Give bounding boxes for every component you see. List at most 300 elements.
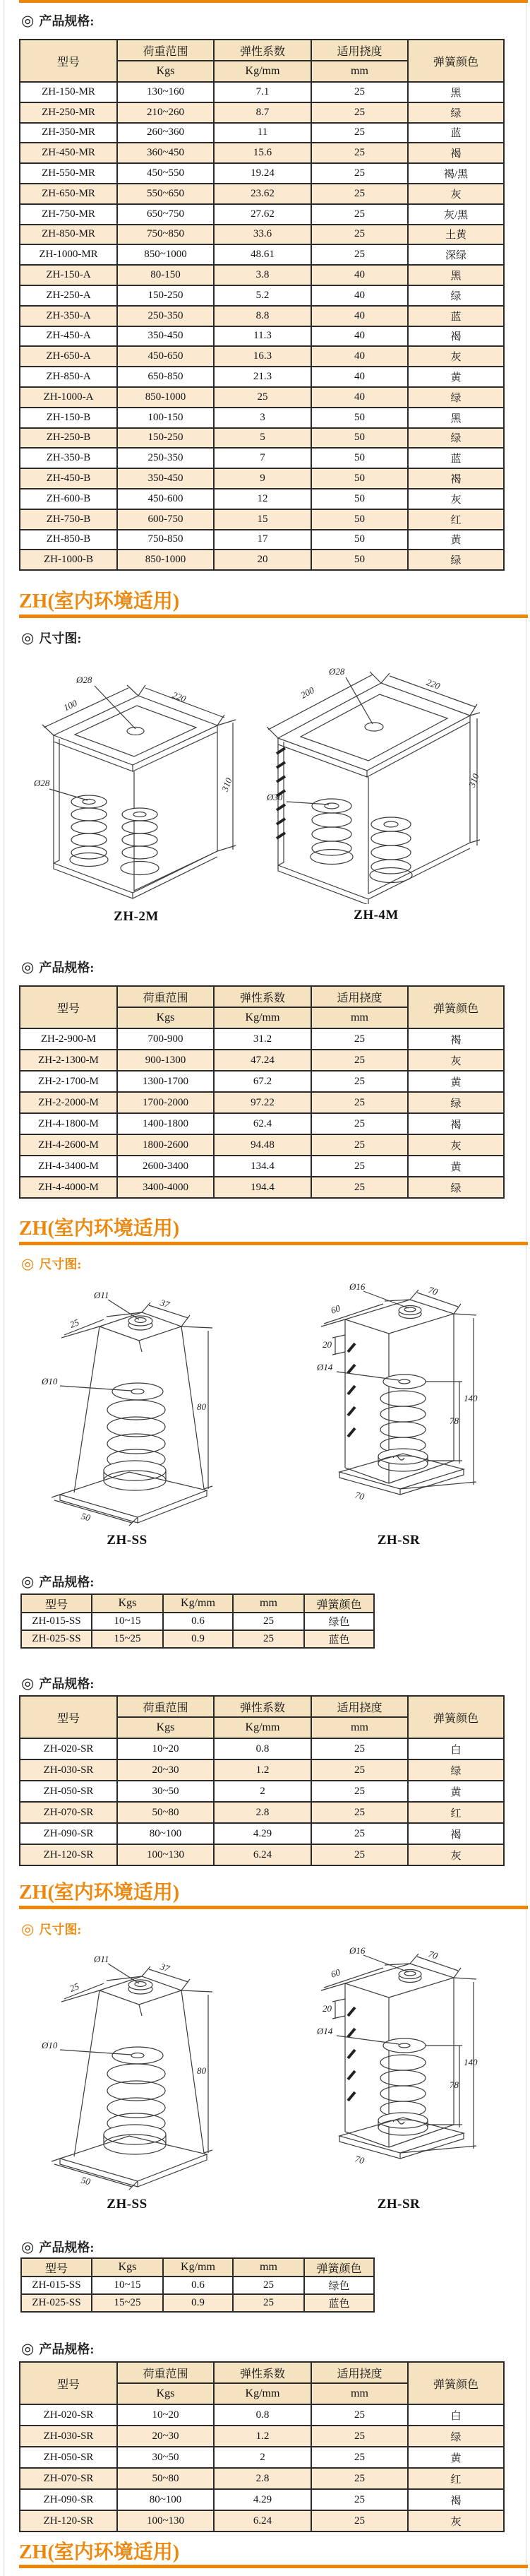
table-cell: 7.1 xyxy=(214,82,311,102)
table-cell: ZH-120-SR xyxy=(20,1844,117,1865)
table-row xyxy=(20,1738,504,1759)
table-cell: 450-600 xyxy=(117,489,214,509)
table-cell: 7 xyxy=(214,448,311,468)
table-cell: 25 xyxy=(311,1092,408,1113)
table-cell: 50 xyxy=(311,509,408,530)
col-load-unit: Kgs xyxy=(92,1594,163,1613)
table-cell: 蓝 xyxy=(408,306,504,326)
dim-label: Ø28 xyxy=(34,778,50,788)
table-cell: 40 xyxy=(311,326,408,347)
table-header-row xyxy=(20,1696,504,1717)
table-header-row xyxy=(20,2362,504,2383)
table-cell: 红 xyxy=(408,1802,504,1823)
table-cell: 5 xyxy=(214,428,311,449)
table-cell: ZH-070-SR xyxy=(20,2468,117,2489)
table-row xyxy=(20,509,504,530)
table-cell: 0.9 xyxy=(163,2294,233,2312)
table-row xyxy=(20,2489,504,2510)
table-cell: 蓝色 xyxy=(304,1630,374,1648)
dim-label: 60 xyxy=(329,1966,342,1980)
col-load-range: 荷重范围 xyxy=(117,1696,214,1717)
spec-heading-text: 产品规格: xyxy=(39,1677,95,1691)
table-cell: 80-150 xyxy=(117,265,214,285)
table-cell: 15.6 xyxy=(214,143,311,163)
col-spring-color: 弹簧颜色 xyxy=(408,2362,504,2404)
table-cell: ZH-015-SS xyxy=(21,2277,92,2294)
table-cell: 褐 xyxy=(408,2489,504,2510)
table-cell: 25 xyxy=(311,1823,408,1844)
table-cell: 红 xyxy=(408,2468,504,2489)
table-row xyxy=(20,367,504,387)
table-cell: 27.62 xyxy=(214,204,311,225)
table-cell: 67.2 xyxy=(214,1071,311,1092)
table-cell: 20 xyxy=(214,550,311,570)
col-rate-unit: Kg/mm xyxy=(163,1594,233,1613)
zh-ss-lineart xyxy=(39,1284,215,1528)
col-deflection: 适用挠度 xyxy=(311,986,408,1007)
table-row xyxy=(20,244,504,265)
table-cell: 2.8 xyxy=(214,2468,311,2489)
table-cell: ZH-250-B xyxy=(20,428,117,449)
table-cell: 50 xyxy=(311,448,408,468)
col-spring-rate: 弹性系数 xyxy=(214,40,311,61)
dim-heading-text: 尺寸图: xyxy=(39,1923,82,1937)
table-cell: 40 xyxy=(311,346,408,367)
table-cell: 150-250 xyxy=(117,428,214,449)
table-cell: 97.22 xyxy=(214,1092,311,1113)
table-cell: 褐 xyxy=(408,1823,504,1844)
table-cell: 25 xyxy=(311,204,408,225)
table-cell: 25 xyxy=(311,1802,408,1823)
table-cell: 94.48 xyxy=(214,1134,311,1156)
spec-table-mr-ab xyxy=(19,39,505,571)
table-cell: 25 xyxy=(311,2468,408,2489)
zh-ss-drawing xyxy=(39,1284,215,1556)
table-row xyxy=(20,1177,504,1198)
table-cell: 灰 xyxy=(408,1844,504,1865)
table-cell: 深绿 xyxy=(408,244,504,265)
col-load-range: 荷重范围 xyxy=(117,986,214,1007)
col-deflection-unit: mm xyxy=(233,1594,304,1613)
table-cell: 绿色 xyxy=(304,2277,374,2294)
table-cell: 17 xyxy=(214,530,311,550)
table-cell: 红 xyxy=(408,509,504,530)
spec-table-ss-2 xyxy=(20,2257,375,2313)
table-cell: 15~25 xyxy=(92,1630,163,1648)
dim-label: 70 xyxy=(427,1284,440,1298)
table-cell: 褐 xyxy=(408,1113,504,1134)
col-load-unit: Kgs xyxy=(117,1007,214,1028)
table-cell: 20~30 xyxy=(117,2426,214,2447)
table-cell: 100~130 xyxy=(117,2510,214,2532)
col-deflection-unit: mm xyxy=(311,1007,408,1028)
table-cell: ZH-030-SR xyxy=(20,1759,117,1781)
spec-table-m-series xyxy=(19,985,505,1199)
table-row xyxy=(20,1092,504,1113)
table-cell: ZH-150-MR xyxy=(20,82,117,102)
table-cell: ZH-4-3400-M xyxy=(20,1156,117,1177)
table-row xyxy=(21,2294,374,2312)
col-model: 型号 xyxy=(20,986,117,1028)
dim-label: 50 xyxy=(80,2174,92,2188)
section-heading-3: ZH(室内环境适用) xyxy=(19,1882,180,1904)
table-cell: 0.6 xyxy=(163,1613,233,1630)
table-cell: 3.8 xyxy=(214,265,311,285)
dim-label: Ø14 xyxy=(317,1362,333,1372)
table-cell: 灰 xyxy=(408,184,504,204)
dim-label: Ø16 xyxy=(349,1281,366,1292)
table-cell: 绿色 xyxy=(304,1613,374,1630)
table-row xyxy=(20,1028,504,1050)
table-cell: 750-850 xyxy=(117,530,214,550)
table-cell: 134.4 xyxy=(214,1156,311,1177)
table-cell: 12 xyxy=(214,489,311,509)
col-spring-rate: 弹性系数 xyxy=(214,2362,311,2383)
zh-2m-drawing xyxy=(34,667,239,932)
table-cell: 900-1300 xyxy=(117,1050,214,1071)
table-cell: ZH-120-SR xyxy=(20,2510,117,2532)
table-cell: 11 xyxy=(214,123,311,143)
table-cell: ZH-1000-A xyxy=(20,387,117,408)
table-cell: 3 xyxy=(214,408,311,428)
table-cell: 黄 xyxy=(408,1781,504,1802)
table-cell: 25 xyxy=(311,1050,408,1071)
zh-sr-drawing xyxy=(314,1942,483,2221)
double-circle-icon: ◎ xyxy=(21,1254,35,1272)
table-row xyxy=(20,2468,504,2489)
table-cell: 褐/黑 xyxy=(408,163,504,184)
table-cell: 25 xyxy=(311,2510,408,2532)
table-cell: 11.3 xyxy=(214,326,311,347)
zh-sr-lineart xyxy=(314,1942,483,2186)
table-row xyxy=(20,1823,504,1844)
table-cell: 600-750 xyxy=(117,509,214,530)
spec-heading-2 xyxy=(21,958,94,976)
table-row xyxy=(21,1630,374,1648)
table-cell: 15 xyxy=(214,509,311,530)
table-cell: 33.6 xyxy=(214,225,311,245)
table-cell: 15~25 xyxy=(92,2294,163,2312)
dim-label: 220 xyxy=(171,689,188,704)
table-cell: ZH-050-SR xyxy=(20,2447,117,2468)
table-cell: 10~20 xyxy=(117,2404,214,2426)
spec-heading-text: 产品规格: xyxy=(39,14,95,28)
table-cell: 黄 xyxy=(408,367,504,387)
col-deflection-unit: mm xyxy=(233,2258,304,2277)
table-cell: ZH-2-1700-M xyxy=(20,1071,117,1092)
spec-table-ss-1 xyxy=(20,1593,375,1649)
table-cell: 10~15 xyxy=(92,2277,163,2294)
col-load-range: 荷重范围 xyxy=(117,40,214,61)
col-rate-unit: Kg/mm xyxy=(214,1007,311,1028)
table-cell: 1.2 xyxy=(214,2426,311,2447)
table-row xyxy=(20,387,504,408)
table-cell: 2 xyxy=(214,1781,311,1802)
table-header-row xyxy=(20,986,504,1007)
table-cell: 25 xyxy=(233,1630,304,1648)
table-cell: 150-250 xyxy=(117,285,214,306)
table-cell: 650~750 xyxy=(117,204,214,225)
spec-heading-text: 产品规格: xyxy=(39,2342,95,2356)
double-circle-icon: ◎ xyxy=(21,2238,35,2255)
table-cell: 5.2 xyxy=(214,285,311,306)
table-header-row xyxy=(21,1594,374,1613)
table-cell: ZH-1000-MR xyxy=(20,244,117,265)
table-cell: 130~160 xyxy=(117,82,214,102)
table-cell: ZH-2-900-M xyxy=(20,1028,117,1050)
table-cell: 450-650 xyxy=(117,346,214,367)
table-cell: 黑 xyxy=(408,408,504,428)
dim-heading-text: 尺寸图: xyxy=(39,631,82,646)
table-row xyxy=(21,2277,374,2294)
table-cell: 16.3 xyxy=(214,346,311,367)
table-cell: 黄 xyxy=(408,2447,504,2468)
table-cell: 黄 xyxy=(408,1071,504,1092)
table-cell: ZH-250-A xyxy=(20,285,117,306)
table-row xyxy=(20,1802,504,1823)
table-cell: 100~130 xyxy=(117,1844,214,1865)
col-deflection: 适用挠度 xyxy=(311,2362,408,2383)
table-row xyxy=(20,265,504,285)
table-cell: 25 xyxy=(311,2447,408,2468)
spec-table-sr-1 xyxy=(19,1695,505,1866)
diagram-caption: ZH-SR xyxy=(377,2197,421,2212)
top-orange-rule xyxy=(19,0,528,3)
table-cell: ZH-850-B xyxy=(20,530,117,550)
section-heading-4: ZH(室内环境适用) xyxy=(19,2541,180,2563)
col-deflection: 适用挠度 xyxy=(311,1696,408,1717)
dim-label: 140 xyxy=(464,1393,478,1403)
table-row xyxy=(20,326,504,347)
zh-4m-drawing xyxy=(267,660,486,932)
table-cell: ZH-070-SR xyxy=(20,1802,117,1823)
col-rate-unit: Kg/mm xyxy=(214,61,311,82)
table-cell: 25 xyxy=(311,163,408,184)
table-row xyxy=(21,1613,374,1630)
table-row xyxy=(20,1781,504,1802)
col-model: 型号 xyxy=(20,2362,117,2404)
table-cell: ZH-450-A xyxy=(20,326,117,347)
table-cell: 25 xyxy=(233,2294,304,2312)
table-cell: 47.24 xyxy=(214,1050,311,1071)
col-load-unit: Kgs xyxy=(117,2383,214,2404)
spec-heading-5 xyxy=(21,2238,94,2256)
double-circle-icon: ◎ xyxy=(21,11,35,29)
table-cell: 黑 xyxy=(408,82,504,102)
table-cell: 30~50 xyxy=(117,1781,214,1802)
table-cell: ZH-4-2600-M xyxy=(20,1134,117,1156)
table-cell: 蓝色 xyxy=(304,2294,374,2312)
table-cell: ZH-025-SS xyxy=(21,1630,92,1648)
table-cell: 25 xyxy=(311,2404,408,2426)
table-cell: 25 xyxy=(311,143,408,163)
table-cell: ZH-750-B xyxy=(20,509,117,530)
table-cell: 褐 xyxy=(408,326,504,347)
dim-label: 20 xyxy=(323,1339,332,1350)
table-cell: 绿 xyxy=(408,428,504,449)
dim-label: 310 xyxy=(219,776,234,793)
table-row xyxy=(20,2404,504,2426)
table-cell: 50 xyxy=(311,489,408,509)
spec-heading-text: 产品规格: xyxy=(39,1575,95,1589)
table-cell: 260~360 xyxy=(117,123,214,143)
table-cell: 1700-2000 xyxy=(117,1092,214,1113)
table-cell: 25 xyxy=(311,1759,408,1781)
zh-ss-drawing xyxy=(39,1948,215,2220)
table-cell: 25 xyxy=(311,102,408,123)
table-cell: 25 xyxy=(311,1113,408,1134)
dim-heading-text: 尺寸图: xyxy=(39,1257,82,1271)
table-cell: ZH-2-1300-M xyxy=(20,1050,117,1071)
table-cell: 蓝 xyxy=(408,123,504,143)
table-cell: 黄 xyxy=(408,1156,504,1177)
table-cell: 0.8 xyxy=(214,1738,311,1759)
dim-heading-1 xyxy=(21,629,81,647)
table-row xyxy=(20,550,504,570)
table-cell: ZH-250-MR xyxy=(20,102,117,123)
dim-label: Ø28 xyxy=(76,675,92,685)
table-cell: ZH-350-A xyxy=(20,306,117,326)
table-cell: 1.2 xyxy=(214,1759,311,1781)
table-cell: 绿 xyxy=(408,285,504,306)
table-cell: 绿 xyxy=(408,1092,504,1113)
table-cell: 9 xyxy=(214,468,311,489)
table-cell: ZH-1000-B xyxy=(20,550,117,570)
col-model: 型号 xyxy=(21,2258,92,2277)
table-cell: 25 xyxy=(311,2426,408,2447)
table-cell: 25 xyxy=(233,2277,304,2294)
table-cell: 50 xyxy=(311,550,408,570)
table-cell: 360~450 xyxy=(117,143,214,163)
diagram-caption: ZH-4M xyxy=(354,908,399,922)
dim-label: 37 xyxy=(159,1297,171,1310)
table-row xyxy=(20,408,504,428)
table-cell: ZH-4-4000-M xyxy=(20,1177,117,1198)
table-cell: 白 xyxy=(408,1738,504,1759)
dim-label: Ø11 xyxy=(94,1290,109,1300)
table-row xyxy=(20,143,504,163)
table-cell: 绿 xyxy=(408,2426,504,2447)
table-row xyxy=(20,1844,504,1865)
dim-label: Ø16 xyxy=(349,1945,366,1956)
table-cell: 灰/黑 xyxy=(408,204,504,225)
table-row xyxy=(20,2447,504,2468)
table-cell: ZH-015-SS xyxy=(21,1613,92,1630)
col-model: 型号 xyxy=(21,1594,92,1613)
dim-label: 100 xyxy=(61,697,79,713)
table-cell: 6.24 xyxy=(214,1844,311,1865)
table-cell: 8.8 xyxy=(214,306,311,326)
col-rate-unit: Kg/mm xyxy=(214,2383,311,2404)
spec-heading-1 xyxy=(21,11,94,30)
table-cell: 250-350 xyxy=(117,306,214,326)
table-cell: 250-350 xyxy=(117,448,214,468)
dim-label: Ø14 xyxy=(317,2026,333,2036)
table-cell: 黄 xyxy=(408,530,504,550)
col-deflection-unit: mm xyxy=(311,61,408,82)
table-cell: 绿 xyxy=(408,1759,504,1781)
spec-table-sr-2 xyxy=(19,2361,505,2532)
table-cell: 25 xyxy=(311,184,408,204)
spec-heading-3 xyxy=(21,1572,94,1591)
table-cell: ZH-150-B xyxy=(20,408,117,428)
diagram-caption: ZH-2M xyxy=(114,909,159,924)
table-cell: 23.62 xyxy=(214,184,311,204)
table-cell: 450~550 xyxy=(117,163,214,184)
table-cell: 褐 xyxy=(408,1028,504,1050)
table-row xyxy=(20,123,504,143)
section-rule-2 xyxy=(19,1242,528,1245)
dim-label: 140 xyxy=(464,2057,478,2067)
table-cell: 黑 xyxy=(408,265,504,285)
table-row xyxy=(20,163,504,184)
table-cell: ZH-090-SR xyxy=(20,1823,117,1844)
table-cell: 850-1000 xyxy=(117,387,214,408)
table-row xyxy=(20,1071,504,1092)
dim-label: 70 xyxy=(427,1948,440,1961)
col-rate-unit: Kg/mm xyxy=(214,1717,311,1738)
zh-ss-lineart xyxy=(39,1948,215,2192)
table-row xyxy=(20,346,504,367)
table-cell: 25 xyxy=(311,1738,408,1759)
col-spring-rate: 弹性系数 xyxy=(214,986,311,1007)
table-row xyxy=(20,204,504,225)
table-cell: 6.24 xyxy=(214,2510,311,2532)
table-cell: ZH-450-MR xyxy=(20,143,117,163)
section-rule-1 xyxy=(19,615,528,618)
table-cell: 40 xyxy=(311,285,408,306)
table-cell: 8.7 xyxy=(214,102,311,123)
table-row xyxy=(20,1134,504,1156)
col-model: 型号 xyxy=(20,40,117,82)
table-cell: 550~650 xyxy=(117,184,214,204)
table-row xyxy=(20,102,504,123)
diagram-caption: ZH-SS xyxy=(107,1533,147,1548)
col-load-unit: Kgs xyxy=(117,1717,214,1738)
table-cell: 灰 xyxy=(408,2510,504,2532)
diagram-caption: ZH-SR xyxy=(377,1533,421,1548)
dim-label: 78 xyxy=(450,1415,459,1426)
dim-label: 310 xyxy=(466,772,481,789)
table-cell: ZH-2-2000-M xyxy=(20,1092,117,1113)
col-deflection: 适用挠度 xyxy=(311,40,408,61)
table-cell: 土黄 xyxy=(408,225,504,245)
table-cell: 25 xyxy=(311,2489,408,2510)
table-cell: 48.61 xyxy=(214,244,311,265)
table-cell: 3400-4000 xyxy=(117,1177,214,1198)
table-cell: 21.3 xyxy=(214,367,311,387)
double-circle-icon: ◎ xyxy=(21,2339,35,2357)
table-cell: 25 xyxy=(311,1071,408,1092)
table-cell: 绿 xyxy=(408,387,504,408)
col-load-unit: Kgs xyxy=(117,61,214,82)
table-row xyxy=(20,1113,504,1134)
table-cell: ZH-350-B xyxy=(20,448,117,468)
table-cell: ZH-650-MR xyxy=(20,184,117,204)
table-cell: 100-150 xyxy=(117,408,214,428)
table-row xyxy=(20,1050,504,1071)
dim-label: 25 xyxy=(68,1317,81,1330)
table-cell: 25 xyxy=(311,244,408,265)
table-cell: 1800-2600 xyxy=(117,1134,214,1156)
table-cell: ZH-600-B xyxy=(20,489,117,509)
table-cell: 25 xyxy=(311,1781,408,1802)
section-heading-2: ZH(室内环境适用) xyxy=(19,1218,180,1240)
dim-label: 80 xyxy=(197,2065,206,2076)
table-cell: 2.8 xyxy=(214,1802,311,1823)
table-cell: 50~80 xyxy=(117,2468,214,2489)
section-rule-3 xyxy=(19,1906,528,1909)
